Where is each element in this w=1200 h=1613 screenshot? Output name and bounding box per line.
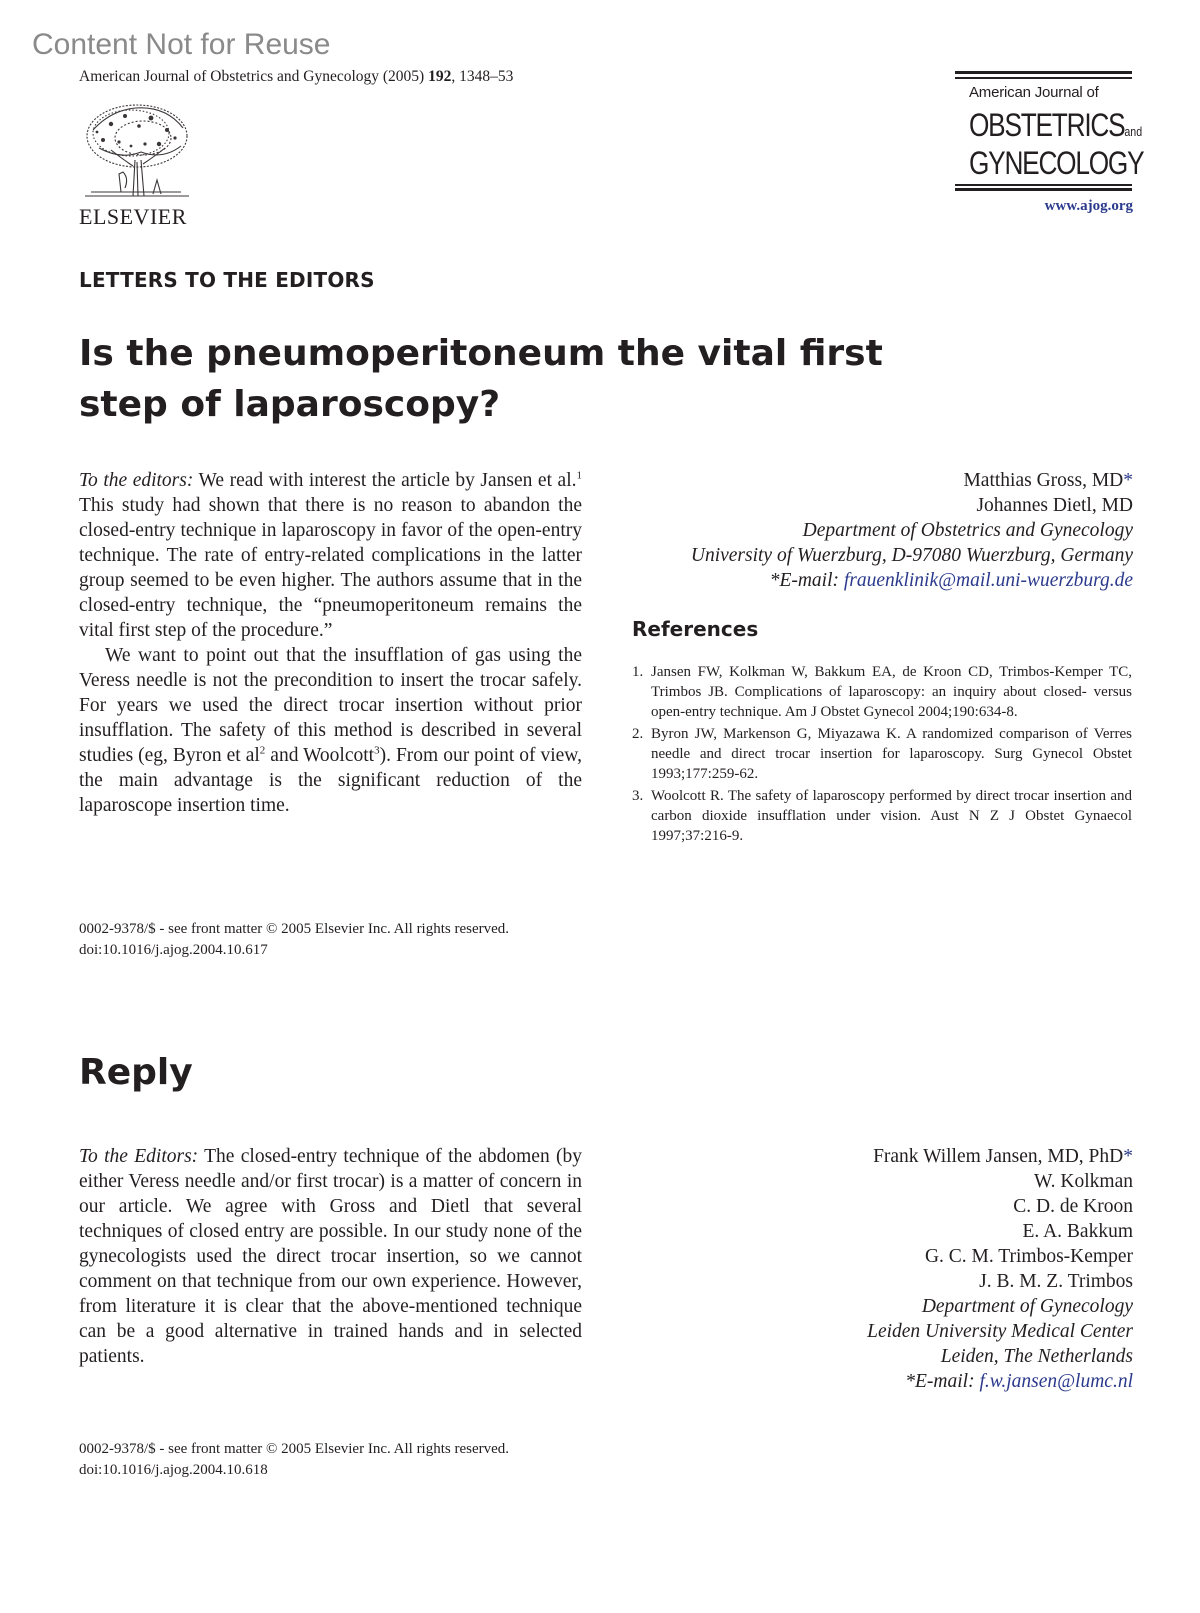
author-name: E. A. Bakkum (1022, 1221, 1133, 1242)
logo-rule (955, 71, 1132, 74)
reference-item (632, 786, 1132, 846)
letter-text: We read with interest the article by Jansen et al. (193, 470, 577, 491)
corresponding-author-mark[interactable]: * (1123, 470, 1133, 491)
logo-line3: GYNECOLOGY (969, 145, 1144, 181)
author-department: Department of Obstetrics and Gynecology (802, 520, 1133, 541)
reference-text: Jansen FW, Kolkman W, Bakkum EA, de Kroon CD, Trimbos-Kemper TC, Trimbos JB. Complications of laparoscopy: an inquiry about closed- versus open-entry technique. Am J Obstet Gynecol 2004;190:634-8. (651, 664, 1132, 720)
references-heading: References (632, 617, 759, 641)
journal-citation (79, 68, 513, 86)
copyright-line: 0002-9378/$ - see front matter © 2005 Elsevier Inc. All rights reserved. (79, 1441, 510, 1457)
reference-text: Woolcott R. The safety of laparoscopy performed by direct trocar insertion and carbon dioxide insufflation under vision. Aust N Z J Obstet Gynaecol 1997;37:216-9. (651, 788, 1132, 844)
reference-item (632, 662, 1132, 722)
corresponding-author-mark[interactable]: * (1123, 1146, 1133, 1167)
letter-copyright (79, 919, 509, 961)
letter-body (79, 468, 582, 818)
email-label: *E-mail: (905, 1371, 980, 1392)
journal-logo (955, 71, 1144, 196)
author-department: Department of Gynecology (921, 1296, 1133, 1317)
reference-item (632, 724, 1132, 784)
elsevier-tree-icon (81, 100, 193, 200)
author-email (633, 568, 1133, 593)
author-institution: Leiden University Medical Center (867, 1321, 1133, 1342)
reply-copyright (79, 1439, 509, 1481)
citation-pages: , 1348–53 (451, 68, 514, 85)
letter-text: ). From our point of view, the main advantage is the significant reduction of the laparoscope insertion time. (79, 745, 582, 816)
reference-citation-link[interactable]: 3 (374, 744, 380, 757)
email-link[interactable]: frauenklinik@mail.uni-wuerzburg.de (843, 570, 1133, 591)
author-affiliation: University of Wuerzburg, D-97080 Wuerzburg, Germany (690, 545, 1133, 566)
author-name-text: Frank Willem Jansen, MD, PhD (873, 1146, 1124, 1167)
reference-number: 2. (632, 726, 644, 742)
salutation: To the editors: (79, 470, 194, 491)
author-name: Johannes Dietl, MD (976, 495, 1133, 516)
author-email (633, 1369, 1133, 1394)
reply-authors (633, 1144, 1133, 1394)
author-name (633, 1144, 1133, 1169)
author-name: G. C. M. Trimbos-Kemper (924, 1246, 1133, 1267)
citation-volume: 192 (428, 68, 452, 85)
author-name: C. D. de Kroon (1013, 1196, 1133, 1217)
logo-rule (955, 184, 1132, 186)
letter-text: We want to point out that the insufflation of gas using the Veress needle is not the precondition to insert the trocar safely. For years we used the direct trocar insertion without prior insufflation. The safety of this method is described in several studies (eg, Byron et al (79, 645, 582, 766)
logo-line2 (969, 107, 1142, 144)
reply-body (79, 1144, 582, 1369)
doi-line: doi:10.1016/j.ajog.2004.10.618 (79, 1462, 268, 1478)
copyright-line: 0002-9378/$ - see front matter © 2005 Elsevier Inc. All rights reserved. (79, 921, 510, 937)
elsevier-logo (79, 100, 195, 230)
reference-text: Byron JW, Markenson G, Miyazawa K. A randomized comparison of Verres needle and direct trocar insertion for laparoscopy. Surg Gynecol Obstet 1993;177:259-62. (651, 726, 1132, 782)
section-label: LETTERS TO THE EDITORS (79, 268, 375, 292)
letter-authors (633, 468, 1133, 593)
references-list (632, 662, 1132, 848)
email-label: *E-mail: (769, 570, 844, 591)
reply-title: Reply (79, 1052, 193, 1093)
watermark-text: Content Not for Reuse (32, 28, 331, 61)
letter-paragraph (79, 643, 582, 818)
journal-url-link[interactable]: www.ajog.org (1044, 198, 1133, 214)
citation-prefix: American Journal of Obstetrics and Gynecology (2005) (79, 68, 429, 85)
logo-line1: American Journal of (969, 84, 1099, 101)
author-name (633, 468, 1133, 493)
salutation: To the Editors: (79, 1146, 199, 1167)
author-location: Leiden, The Netherlands (940, 1346, 1133, 1367)
reference-number: 1. (632, 664, 644, 680)
reply-paragraph (79, 1144, 582, 1369)
author-name: J. B. M. Z. Trimbos (979, 1271, 1133, 1292)
logo-and: and (1124, 124, 1143, 139)
letter-text: This study had shown that there is no reason to abandon the closed-entry technique in laparoscopy in favor of the open-entry technique. The rate of entry-related complications in the latter group seemed to be even higher. The authors assume that in the closed-entry technique, the “pneumoperitoneum remains the vital first step of the procedure.” (79, 495, 582, 641)
author-name-text: Matthias Gross, MD (963, 470, 1124, 491)
letter-paragraph (79, 468, 582, 643)
doi-line: doi:10.1016/j.ajog.2004.10.617 (79, 942, 268, 958)
reply-text: The closed-entry technique of the abdomen (by either Veress needle and/or first trocar) is a matter of concern in our article. We agree with Gross and Dietl that several techniques of closed entry are possible. In our study none of the gynecologists used the direct trocar insertion, so we cannot comment on that technique from our own experience. However, from literature it is clear that the above-mentioned technique can be a good alternative in trained hands and in selected patients. (79, 1146, 583, 1367)
author-name: W. Kolkman (1034, 1171, 1133, 1192)
reference-number: 3. (632, 788, 644, 804)
letter-text: and Woolcott (265, 745, 375, 766)
logo-rule (955, 77, 1132, 79)
reference-citation-link[interactable]: 2 (259, 744, 266, 757)
elsevier-wordmark: ELSEVIER (79, 204, 187, 229)
logo-obstetrics: OBSTETRICS (969, 107, 1125, 143)
email-link[interactable]: f.w.jansen@lumc.nl (979, 1371, 1133, 1392)
logo-rule (955, 188, 1132, 191)
letter-title: Is the pneumoperitoneum the vital first step of laparoscopy? (79, 333, 883, 425)
reference-citation-link[interactable]: 1 (576, 469, 582, 482)
